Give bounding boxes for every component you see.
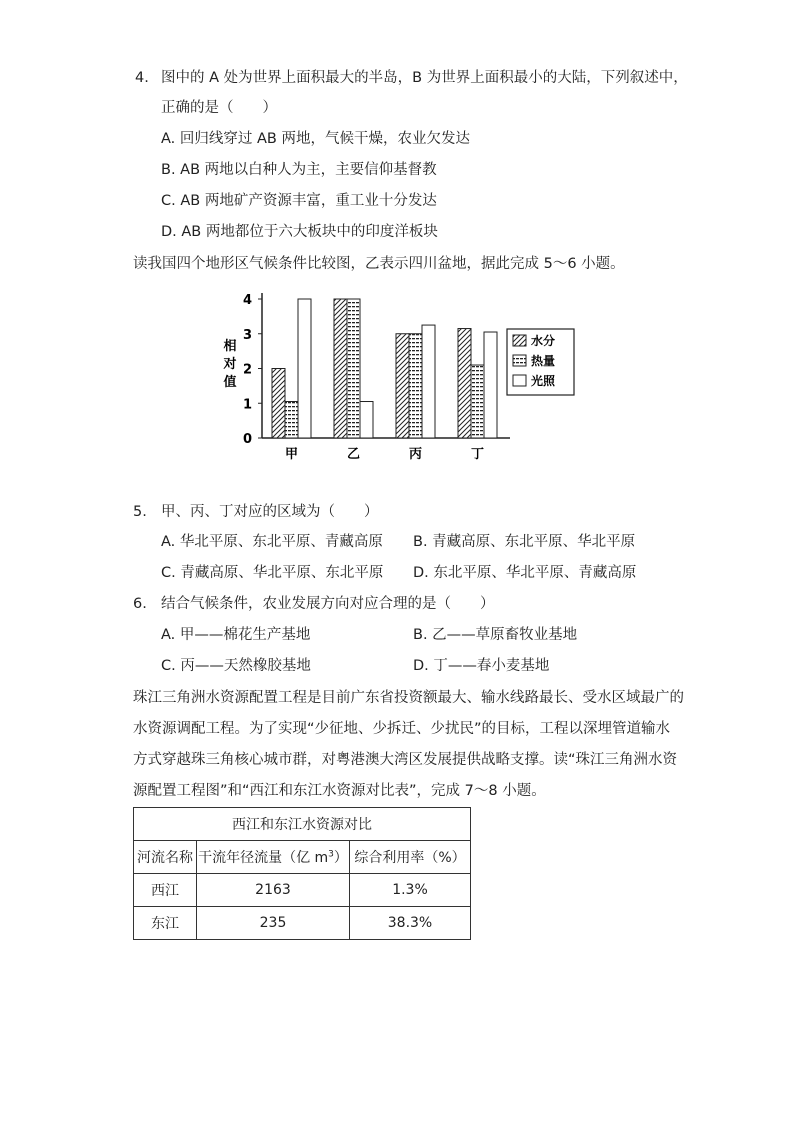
q5-option-a: A. 华北平原、东北平原、青藏高原 (161, 534, 383, 550)
x-category-label: 丙 (408, 447, 423, 462)
bar-光照-丙 (422, 325, 435, 438)
legend-label: 光照 (531, 374, 556, 388)
x-category-label: 丁 (470, 447, 485, 462)
water-resource-table (133, 807, 471, 940)
legend-swatch (513, 375, 526, 386)
intro-chart-text: 读我国四个地形区气候条件比较图，乙表示四川盆地，据此完成 5～6 小题。 (133, 256, 625, 272)
y-tick-label: 0 (242, 432, 252, 447)
cell-rate: 1.3% (350, 874, 471, 907)
y-axis-label-char-3: 值 (223, 375, 237, 390)
q5-option-d: D. 东北平原、华北平原、青藏高原 (413, 565, 637, 581)
table-header-row (134, 841, 471, 874)
y-tick-label: 4 (242, 293, 252, 308)
header-flow-end: ） (333, 850, 348, 866)
cell-flow: 235 (197, 907, 350, 940)
q5-number: 5. (133, 504, 147, 520)
header-rate: 综合利用率（%） (350, 841, 471, 874)
legend-swatch (513, 355, 526, 366)
passage-line-2: 水资源调配工程。为了实现“少征地、少拆迁、少扰民”的目标，工程以深埋管道输水 (133, 721, 671, 737)
q4-option-c: C. AB 两地矿产资源丰富，重工业十分发达 (161, 193, 437, 209)
x-category-label: 甲 (284, 447, 299, 462)
bar-热量-甲 (285, 402, 298, 438)
bar-光照-乙 (360, 402, 373, 438)
q5-option-b: B. 青藏高原、东北平原、华北平原 (413, 534, 636, 550)
q6-option-a: A. 甲——棉花生产基地 (161, 627, 311, 643)
legend-swatch (513, 335, 526, 346)
bar-热量-丙 (409, 334, 422, 438)
cell-flow: 2163 (197, 874, 350, 907)
q4-option-a: A. 回归线穿过 AB 两地，气候干燥，农业欠发达 (161, 131, 470, 147)
legend-label: 热量 (531, 354, 556, 368)
table-row (134, 907, 471, 940)
passage-line-1: 珠江三角洲水资源配置工程是目前广东省投资额最大、输水线路最长、受水区域最广的 (133, 690, 684, 706)
passage-line-3: 方式穿越珠三角核心城市群，对粤港澳大湾区发展提供战略支撑。读“珠江三角洲水资 (133, 752, 678, 768)
header-flow (197, 841, 350, 874)
y-axis-label-char-2: 对 (223, 357, 237, 372)
header-river: 河流名称 (134, 841, 197, 874)
q4-option-b: B. AB 两地以白种人为主，主要信仰基督教 (161, 162, 437, 178)
y-tick-label: 3 (242, 327, 252, 343)
climate-bar-chart (220, 285, 556, 465)
header-flow-sup: 3 (328, 849, 334, 860)
q4-stem-line1: 图中的 A 处为世界上面积最大的半岛，B 为世界上面积最小的大陆，下列叙述中， (161, 70, 688, 86)
header-flow-text: 干流年径流量（亿 m (198, 850, 329, 866)
bar-水分-丁 (458, 329, 471, 438)
q4-option-d: D. AB 两地都位于六大板块中的印度洋板块 (161, 224, 438, 240)
bar-热量-丁 (471, 365, 484, 438)
q4-stem-line2: 正确的是（ ） (161, 100, 277, 116)
cell-river: 西江 (134, 874, 197, 907)
q6-number: 6. (133, 596, 147, 612)
bar-光照-丁 (484, 332, 497, 438)
q4-number: 4. (135, 70, 149, 86)
table-title-row (134, 808, 471, 841)
passage-line-4: 源配置工程图”和“西江和东江水资源对比表”，完成 7～8 小题。 (133, 783, 546, 799)
q6-stem: 结合气候条件，农业发展方向对应合理的是（ ） (161, 596, 495, 612)
bar-热量-乙 (347, 299, 360, 438)
q6-option-b: B. 乙——草原畜牧业基地 (413, 627, 578, 643)
x-category-label: 乙 (346, 447, 361, 462)
cell-river: 东江 (134, 907, 197, 940)
legend-label: 水分 (531, 334, 556, 348)
cell-rate: 38.3% (350, 907, 471, 940)
bar-水分-丙 (396, 334, 409, 438)
y-tick-label: 2 (242, 362, 252, 378)
y-axis-label-char-1: 相 (223, 339, 237, 354)
q5-stem: 甲、丙、丁对应的区域为（ ） (161, 504, 379, 520)
bar-水分-甲 (272, 369, 285, 439)
bar-光照-甲 (298, 299, 311, 438)
y-tick-label: 1 (242, 397, 252, 413)
q5-option-c: C. 青藏高原、华北平原、东北平原 (161, 565, 384, 581)
q6-option-d: D. 丁——春小麦基地 (413, 658, 550, 674)
bar-水分-乙 (334, 299, 347, 438)
table-row (134, 874, 471, 907)
q6-option-c: C. 丙——天然橡胶基地 (161, 658, 311, 674)
table-title: 西江和东江水资源对比 (134, 808, 471, 841)
